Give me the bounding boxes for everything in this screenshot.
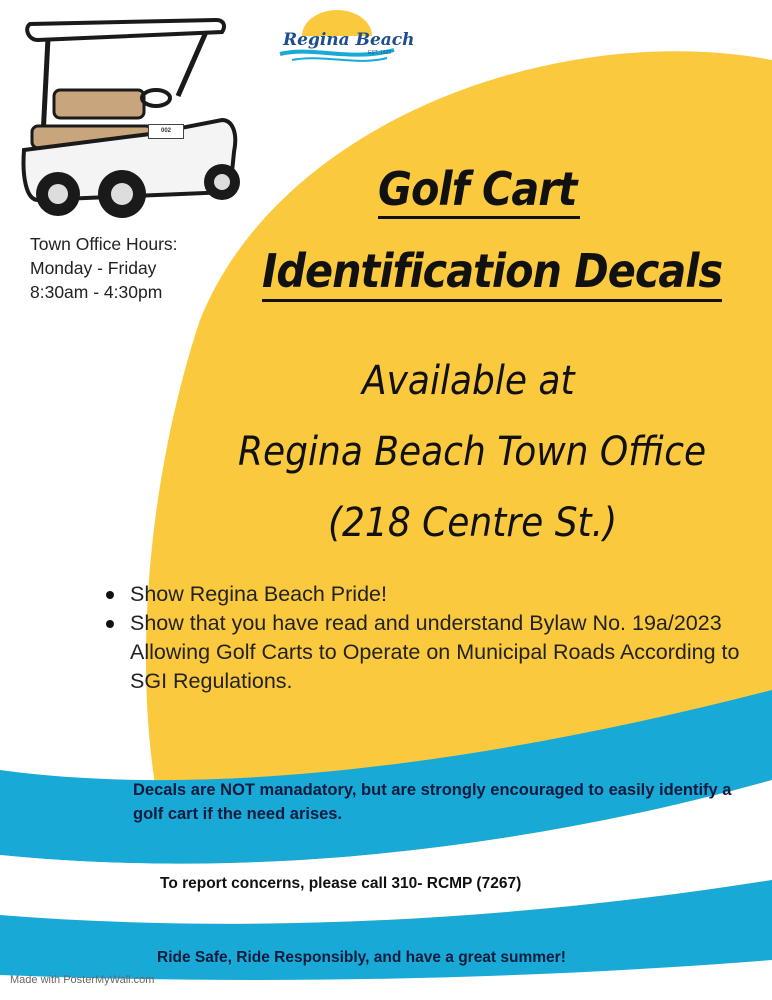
title-line-1: Golf Cart bbox=[378, 162, 580, 219]
golf-cart-illustration bbox=[18, 16, 248, 226]
cart-steering bbox=[142, 90, 170, 106]
availability-line-2: Regina Beach Town Office bbox=[238, 429, 707, 475]
availability-line-1: Available at bbox=[362, 358, 575, 404]
list-item: Show that you have read and understand Bylaw No. 19a/2023 Allowing Golf Carts to Operate on Municipal Roads According to SGI Regulations. bbox=[104, 609, 744, 696]
cart-roof bbox=[27, 20, 224, 40]
closing-message: Ride Safe, Ride Responsibly, and have a great summer! bbox=[157, 949, 566, 966]
decal-notice: Decals are NOT manadatory, but are strongly encouraged to easily identify a golf cart if the need arises. bbox=[133, 781, 732, 823]
office-hours bbox=[30, 232, 178, 304]
hours-time: 8:30am - 4:30pm bbox=[30, 282, 163, 302]
logo-established: EST. 1920 bbox=[368, 50, 392, 56]
logo-wordmark: Regina Beach bbox=[283, 30, 415, 50]
title-line-2: Identification Decals bbox=[262, 243, 722, 302]
logo-wave-2 bbox=[292, 58, 387, 61]
cart-seat-back bbox=[54, 90, 144, 118]
report-concerns: To report concerns, please call 310- RCMP (7267) bbox=[160, 875, 522, 892]
watermark-credit: Made with PosterMyWall.com bbox=[10, 974, 155, 986]
list-item: Show Regina Beach Pride! bbox=[104, 580, 744, 609]
hours-heading: Town Office Hours: bbox=[30, 234, 178, 254]
benefits-list bbox=[104, 580, 744, 696]
hours-days: Monday - Friday bbox=[30, 258, 157, 278]
cart-decal-plate: 002 bbox=[148, 124, 184, 139]
availability-address: (218 Centre St.) bbox=[328, 500, 618, 546]
